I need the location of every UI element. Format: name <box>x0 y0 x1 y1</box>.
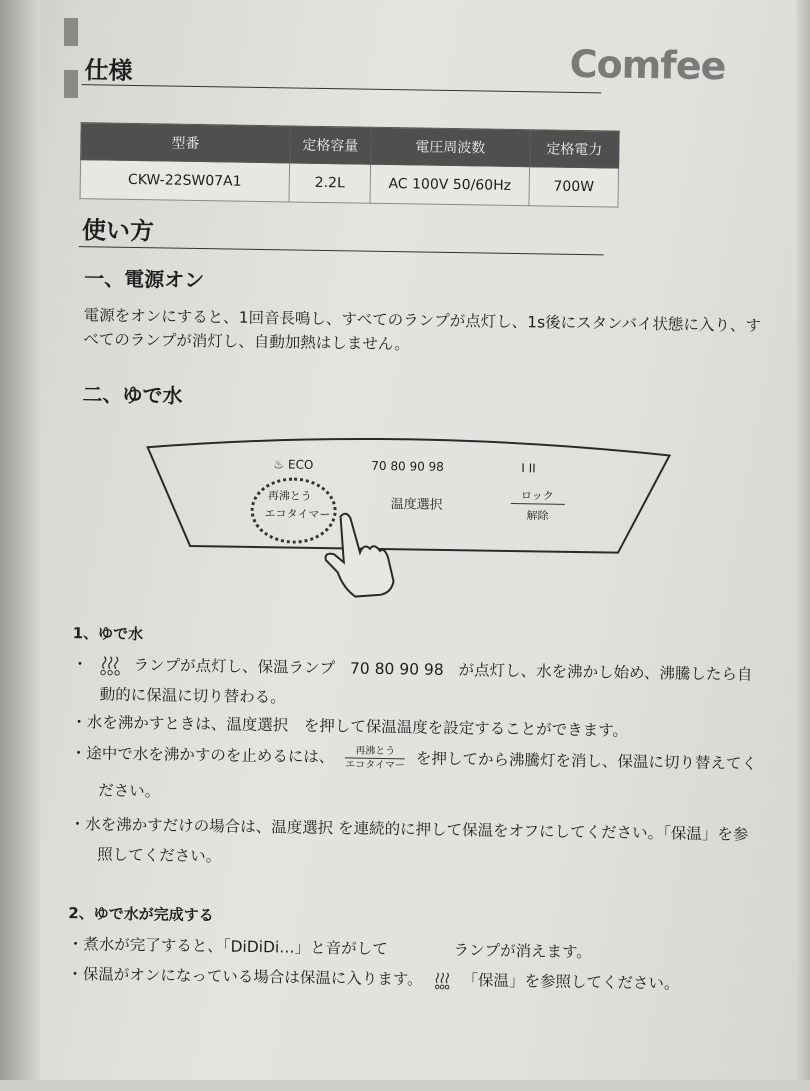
spec-heading: 仕様 <box>84 56 133 85</box>
section1-bullet-3-line2: ださい。 <box>98 781 161 801</box>
section2-bullet-1: ・煮水が完了すると、「DiDiDi…」と音がして ランプが消えます。 <box>67 935 593 962</box>
boil-lamp-icon <box>433 971 451 989</box>
spec-header: 型番 <box>81 123 291 163</box>
section1-bullet-4: ・水を沸かすだけの場合は、温度選択 を連続的に押して保温をオフにしてください。「保温」を参 <box>69 815 749 844</box>
section1-title: 1、ゆで水 <box>72 624 144 644</box>
section1-bullet-1-line2: 動的に保温に切り替わる。 <box>99 685 286 707</box>
power-text-line: べてのランプが消灯し、自動加熱はしません。 <box>83 330 410 354</box>
unlock-button: 解除 <box>526 509 549 523</box>
usage-heading: 使い方 <box>81 216 155 246</box>
spec-table <box>80 122 620 207</box>
reboil-button: 再沸とう <box>267 489 312 503</box>
section1-bullet-2: ・水を沸かすときは、温度選択 を押して保温温度を設定することができます。 <box>71 713 629 740</box>
panel-temps: 70 80 90 98 <box>371 458 444 474</box>
manual-page <box>14 0 801 1091</box>
power-heading: 一、電源オン <box>84 266 205 293</box>
section1-bullet-3: ・途中で水を沸かすのを止めるには、 再沸とう エコタイマー を押してから沸騰灯を消し、保温に切り替えてく <box>70 744 758 773</box>
section2-title: 2、ゆで水が完成する <box>68 904 214 925</box>
spec-header: 定格電力 <box>530 130 620 168</box>
spec-header: 電圧周波数 <box>371 127 531 166</box>
boil-heading: 二、ゆで水 <box>82 382 183 408</box>
eco-label: ♨ ECO <box>273 457 314 472</box>
temp-select-button: 温度選択 <box>390 497 443 513</box>
lock-button: ロック <box>520 489 554 503</box>
spec-cell-voltage: AC 100V 50/60Hz <box>370 164 530 205</box>
spec-header: 定格容量 <box>290 126 372 164</box>
section2-bullet-2: ・保温がオンになっている場合は保温に入ります。 「保温」を参照してください。 <box>67 965 680 993</box>
pointing-hand-icon <box>319 508 400 599</box>
comfee-logo: Comfee <box>569 41 726 89</box>
steam-icon: ♨ <box>273 457 285 472</box>
spec-data-row <box>80 160 619 207</box>
panel-levels: I II <box>521 461 536 476</box>
divider <box>81 84 601 93</box>
spec-cell-model: CKW-22SW07A1 <box>80 160 290 202</box>
reboil-eco-label: 再沸とう エコタイマー <box>345 745 406 772</box>
spec-cell-power: 700W <box>529 167 619 207</box>
boil-lamp-icon <box>98 654 122 676</box>
divider <box>79 246 604 255</box>
power-text-line: 電源をオンにすると、1回音長鳴し、すべてのランプが点灯し、1s後にスタンバイ状態に入り、す <box>83 306 762 335</box>
spec-cell-capacity: 2.2L <box>289 163 371 203</box>
eco-timer-button: エコタイマー <box>264 507 331 522</box>
section1-bullet-1: ・ ランプが点灯し、保温ランプ 70 80 90 98 が点灯し、水を沸かし始め、沸騰したら自 <box>72 655 753 684</box>
section1-bullet-4-line2: 照してください。 <box>97 845 222 866</box>
